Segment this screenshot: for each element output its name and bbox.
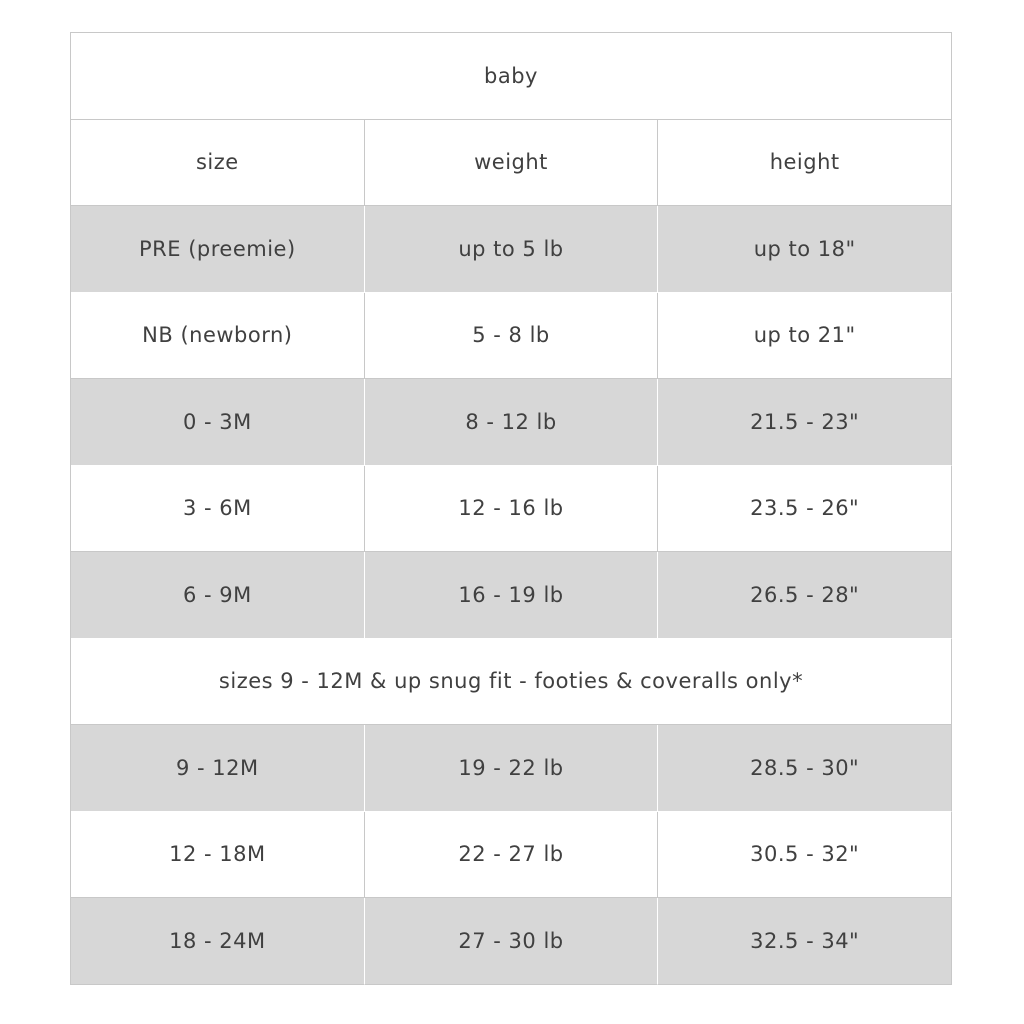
weight-cell: 12 - 16 lb bbox=[365, 466, 659, 553]
height-cell: 21.5 - 23" bbox=[658, 379, 952, 466]
weight-cell: up to 5 lb bbox=[365, 206, 659, 293]
size-cell: 6 - 9M bbox=[71, 552, 365, 639]
size-chart-table bbox=[70, 32, 952, 985]
weight-cell: 5 - 8 lb bbox=[365, 293, 659, 380]
weight-cell: 8 - 12 lb bbox=[365, 379, 659, 466]
header-height: height bbox=[658, 120, 952, 207]
table-row bbox=[71, 466, 952, 553]
title-row bbox=[71, 33, 952, 120]
note-row bbox=[71, 639, 952, 726]
height-cell: 32.5 - 34" bbox=[658, 898, 952, 985]
header-size: size bbox=[71, 120, 365, 207]
size-cell: 18 - 24M bbox=[71, 898, 365, 985]
size-cell: PRE (preemie) bbox=[71, 206, 365, 293]
header-weight: weight bbox=[365, 120, 659, 207]
size-cell: 0 - 3M bbox=[71, 379, 365, 466]
table-row bbox=[71, 379, 952, 466]
height-cell: up to 18" bbox=[658, 206, 952, 293]
size-cell: NB (newborn) bbox=[71, 293, 365, 380]
height-cell: 26.5 - 28" bbox=[658, 552, 952, 639]
table-row bbox=[71, 812, 952, 899]
height-cell: 28.5 - 30" bbox=[658, 725, 952, 812]
chart-title: baby bbox=[71, 33, 952, 120]
fit-note: sizes 9 - 12M & up snug fit - footies & coveralls only* bbox=[71, 639, 952, 726]
table-row bbox=[71, 898, 952, 985]
header-row bbox=[71, 120, 952, 207]
size-cell: 12 - 18M bbox=[71, 812, 365, 899]
weight-cell: 16 - 19 lb bbox=[365, 552, 659, 639]
weight-cell: 19 - 22 lb bbox=[365, 725, 659, 812]
table-row bbox=[71, 293, 952, 380]
weight-cell: 27 - 30 lb bbox=[365, 898, 659, 985]
weight-cell: 22 - 27 lb bbox=[365, 812, 659, 899]
height-cell: up to 21" bbox=[658, 293, 952, 380]
size-cell: 9 - 12M bbox=[71, 725, 365, 812]
height-cell: 30.5 - 32" bbox=[658, 812, 952, 899]
table-row bbox=[71, 206, 952, 293]
table-row bbox=[71, 552, 952, 639]
height-cell: 23.5 - 26" bbox=[658, 466, 952, 553]
size-cell: 3 - 6M bbox=[71, 466, 365, 553]
table-row bbox=[71, 725, 952, 812]
